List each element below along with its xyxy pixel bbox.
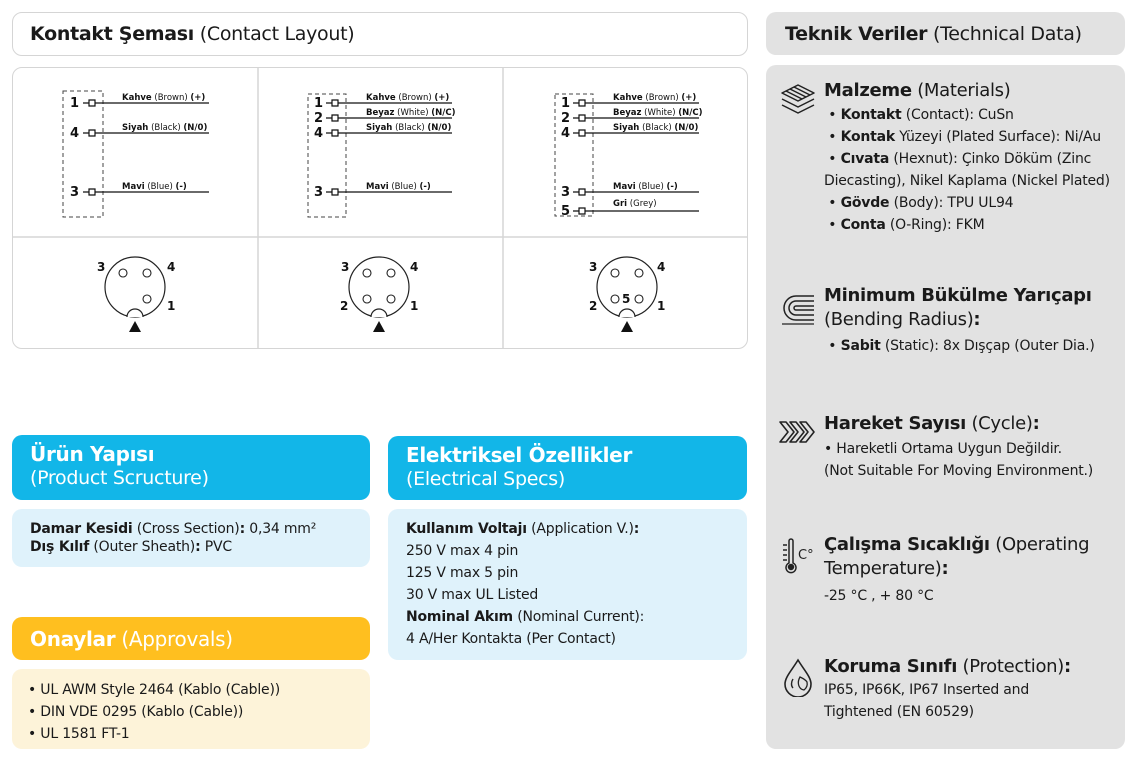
contact-diagrams (13, 68, 748, 349)
wire-label: Kahve (Brown) (+) (122, 93, 206, 103)
wiring-diagram-3 (555, 93, 703, 219)
thermometer-icon (778, 537, 818, 577)
pin-hole (635, 269, 643, 277)
wire-label: Mavi (Blue) (-) (366, 182, 431, 192)
approvals-header (12, 617, 370, 660)
wire-label: Mavi (Blue) (-) (613, 182, 678, 192)
voltage-row: 30 V max UL Listed (406, 587, 539, 603)
material-item: • Cıvata (Hexnut): Çinko Döküm (Zinc Diecasting), Nikel Kaplama (Nickel Plated) (824, 151, 1110, 189)
wire-row (70, 93, 209, 111)
key-triangle-icon (129, 321, 141, 332)
forward-arrows-icon (778, 412, 818, 452)
voltage-row: 125 V max 5 pin (406, 565, 519, 581)
temperature-title: Çalışma Sıcaklığı (Operating Temperature): (824, 534, 1090, 579)
pin-hole (143, 269, 151, 277)
pin-number: 1 (314, 96, 324, 111)
connector-face-3 (589, 257, 665, 332)
water-drop-icon (778, 657, 818, 697)
face-pin-number: 2 (340, 299, 349, 313)
wire-label: Siyah (Black) (N/0) (366, 123, 452, 133)
wire-label: Beyaz (White) (N/C) (366, 108, 456, 118)
face-pin-number: 1 (410, 299, 419, 313)
pin-number: 3 (70, 185, 80, 200)
pin-hole (611, 269, 619, 277)
cycle-item: (Not Suitable For Moving Environment.) (824, 463, 1094, 479)
face-pin-number: 3 (589, 260, 598, 274)
pin-number: 1 (561, 96, 571, 111)
pin-socket-icon (326, 115, 338, 121)
face-pin-number: 3 (341, 260, 350, 274)
face-pin-number: 4 (657, 260, 666, 274)
cycle-item: • Hareketli Ortama Uygun Değildir. (824, 441, 1062, 457)
pin-hole (363, 295, 371, 303)
nominal-current-label: Nominal Akım (Nominal Current): (406, 609, 645, 625)
wire-label: Beyaz (White) (N/C) (613, 108, 703, 118)
electrical-specs-header (388, 436, 747, 500)
face-pin-number: 4 (167, 260, 176, 274)
pin-hole (611, 295, 619, 303)
pin-number: 2 (314, 111, 324, 126)
outer-sheath-row: Dış Kılıf (Outer Sheath): PVC (30, 539, 232, 555)
face-pin-number: 5 (622, 292, 631, 306)
wiring-diagram-2 (308, 93, 456, 217)
material-item: • Conta (O-Ring): FKM (824, 217, 985, 233)
protection-title: Koruma Sınıfı (Protection): (824, 656, 1071, 677)
pin-socket-icon (573, 208, 585, 214)
material-item: • Kontakt (Contact): CuSn (824, 107, 1014, 123)
wire-row (561, 123, 699, 141)
cycle-list (824, 438, 1119, 482)
pin-number: 5 (561, 204, 571, 219)
bending-item: • Sabit (Static): 8x Dışçap (Outer Dia.) (824, 338, 1095, 354)
technical-data-title: Teknik Veriler (785, 22, 928, 45)
approval-item: • UL AWM Style 2464 (Kablo (Cable)) (28, 682, 280, 698)
technical-data-panel (766, 65, 1125, 749)
pin-number: 3 (561, 185, 571, 200)
face-pin-number: 1 (657, 299, 666, 313)
pin-hole (119, 269, 127, 277)
pin-number: 4 (561, 126, 571, 141)
pin-number: 2 (561, 111, 571, 126)
face-pin-number: 3 (97, 260, 106, 274)
pin-socket-icon (83, 130, 95, 136)
pin-socket-icon (83, 100, 95, 106)
pin-socket-icon (573, 130, 585, 136)
product-structure-title: Ürün Yapısı (30, 442, 155, 466)
connector-face-1 (97, 257, 175, 332)
contact-layout-header (12, 12, 748, 56)
pin-number: 4 (314, 126, 324, 141)
wire-label: Siyah (Black) (N/0) (122, 123, 208, 133)
pin-socket-icon (326, 130, 338, 136)
wire-row (70, 182, 209, 200)
materials-list (824, 104, 1119, 236)
wire-label: Siyah (Black) (N/0) (613, 123, 699, 133)
connector-outline (63, 91, 103, 217)
cross-section-row: Damar Kesidi (Cross Section): 0,34 mm² (30, 521, 317, 537)
svg-text:C°: C° (798, 548, 814, 563)
layers-icon (778, 81, 818, 121)
electrical-specs-body (388, 509, 747, 660)
pin-socket-icon (326, 189, 338, 195)
pin-hole (143, 295, 151, 303)
face-pin-number: 4 (410, 260, 419, 274)
pin-socket-icon (573, 100, 585, 106)
pin-number: 3 (314, 185, 324, 200)
face-pin-number: 2 (589, 299, 598, 313)
approvals-subtitle: (Approvals) (121, 626, 233, 651)
wire-row (314, 182, 452, 200)
electrical-specs-title: Elektriksel Özellikler (406, 443, 633, 467)
pin-number: 1 (70, 96, 80, 111)
approval-item: • UL 1581 FT-1 (28, 726, 130, 742)
wiring-diagram-1 (63, 91, 209, 217)
contact-layout-grid (12, 67, 748, 349)
approvals-body (12, 669, 370, 749)
bending-radius-title: Minimum Bükülme Yarıçapı (Bending Radius): (824, 285, 1092, 330)
wire-label: Kahve (Brown) (+) (366, 93, 450, 103)
wire-label: Gri (Grey) (613, 199, 657, 209)
wire-label: Mavi (Blue) (-) (122, 182, 187, 192)
bending-radius-list (824, 335, 1119, 357)
application-voltage-label: Kullanım Voltajı (Application V.): (406, 521, 640, 537)
connector-face-circle (349, 257, 409, 317)
wire-row (314, 123, 452, 141)
pin-hole (363, 269, 371, 277)
contact-layout-subtitle: (Contact Layout) (199, 23, 355, 45)
pin-socket-icon (83, 189, 95, 195)
protection-value: IP65, IP66K, IP67 Inserted and Tightened (EN 60529) (824, 682, 1030, 720)
face-pin-number: 1 (167, 299, 176, 313)
contact-layout-title: Kontakt Şeması (30, 23, 195, 45)
voltage-row: 250 V max 4 pin (406, 543, 519, 559)
nominal-current-value: 4 A/Her Kontakta (Per Contact) (406, 631, 616, 647)
cycle-title: Hareket Sayısı (Cycle): (824, 413, 1040, 434)
pin-socket-icon (573, 115, 585, 121)
technical-data-header (766, 12, 1125, 55)
approval-item: • DIN VDE 0295 (Kablo (Cable)) (28, 704, 244, 720)
pin-number: 4 (70, 126, 80, 141)
pin-socket-icon (326, 100, 338, 106)
temperature-value: -25 °C , + 80 °C (824, 588, 934, 604)
product-structure-body (12, 509, 370, 567)
wire-label: Kahve (Brown) (+) (613, 93, 697, 103)
pin-hole (387, 269, 395, 277)
key-triangle-icon (373, 321, 385, 332)
pin-socket-icon (573, 189, 585, 195)
electrical-specs-subtitle: (Electrical Specs) (406, 468, 565, 490)
technical-data-subtitle: (Technical Data) (933, 22, 1082, 45)
wire-row (70, 123, 209, 141)
bending-cable-icon (778, 288, 818, 328)
material-item: • Gövde (Body): TPU UL94 (824, 195, 1014, 211)
connector-face-circle (105, 257, 165, 317)
product-structure-subtitle: (Product Scructure) (30, 467, 209, 489)
pin-hole (387, 295, 395, 303)
connector-face-circle (597, 257, 657, 317)
approvals-title: Onaylar (30, 626, 116, 651)
key-triangle-icon (621, 321, 633, 332)
wire-row (561, 182, 699, 200)
material-item: • Kontak Yüzeyi (Plated Surface): Ni/Au (824, 129, 1101, 145)
pin-hole (635, 295, 643, 303)
connector-face-2 (340, 257, 418, 332)
materials-title: Malzeme (Materials) (824, 80, 1011, 101)
product-structure-header (12, 435, 370, 500)
